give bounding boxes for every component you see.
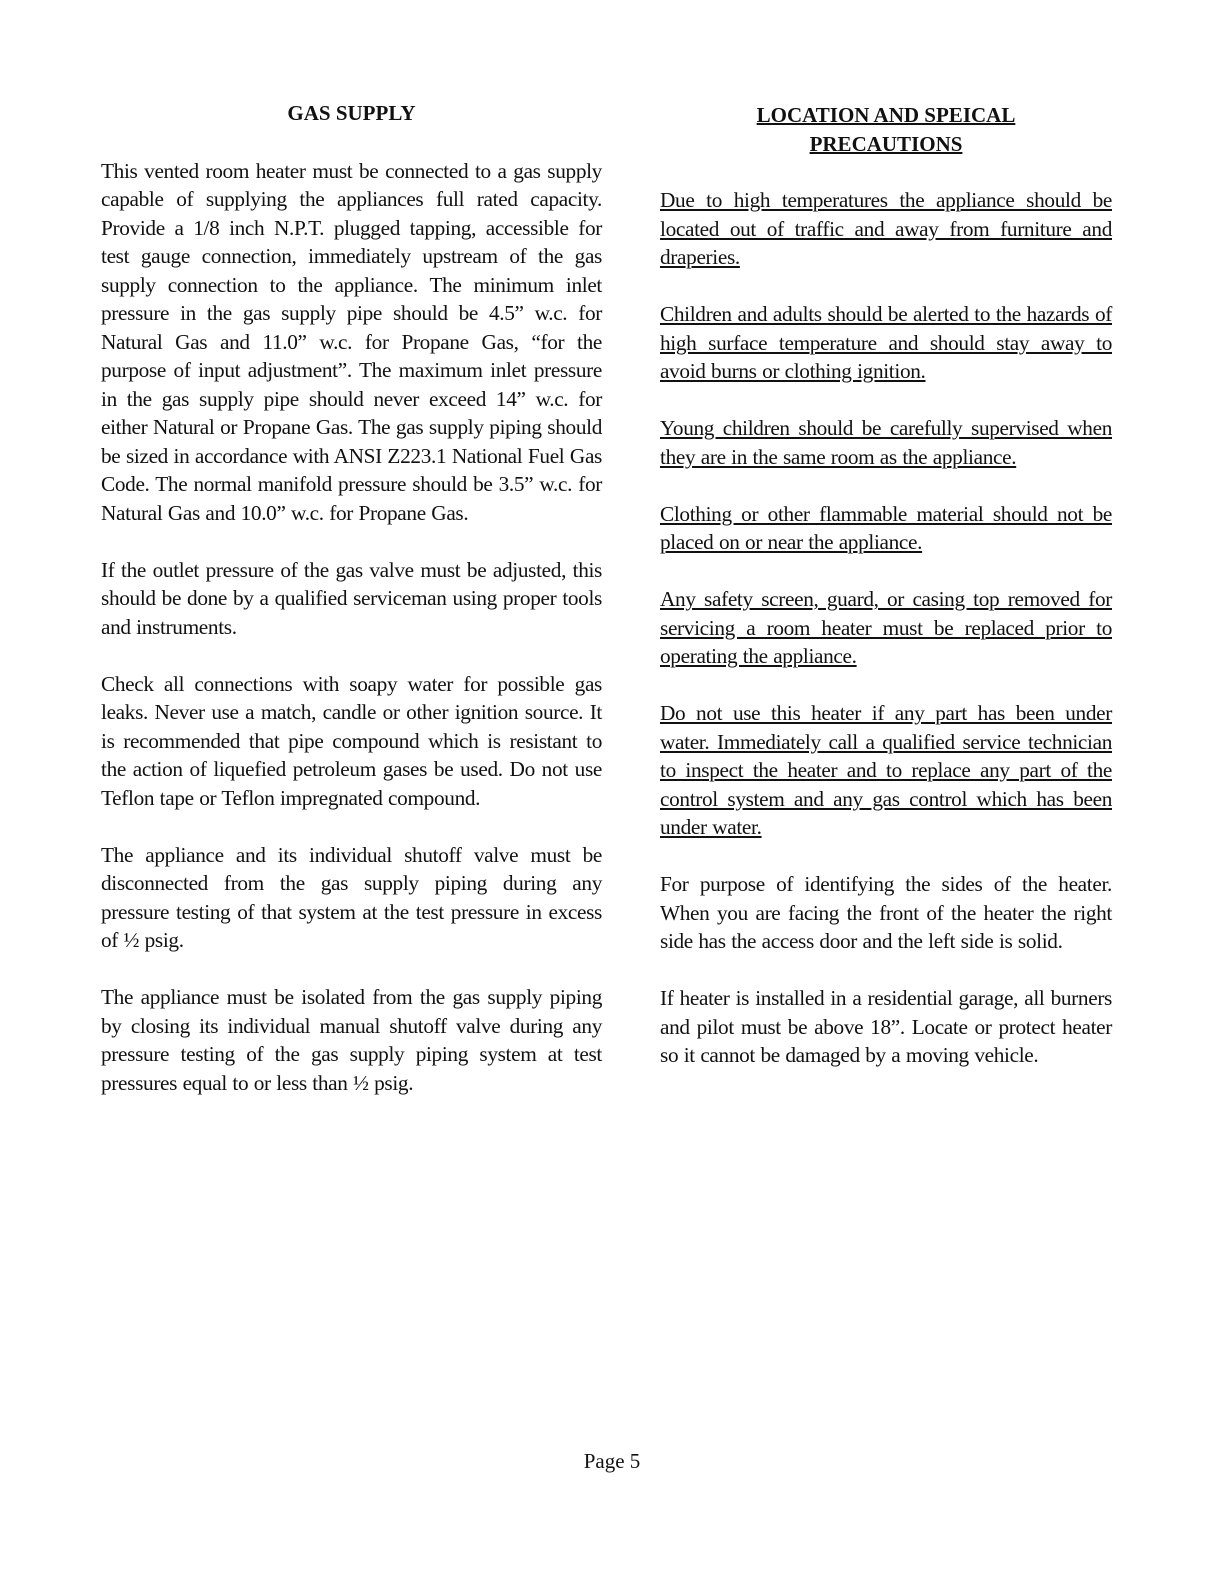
page-number: Page 5 (583, 1449, 641, 1473)
high-temperature-warning: Due to high temperatures the appliance should be located out of traffic and away from furniture and draperies. (660, 188, 1112, 269)
heading-line-1: LOCATION AND SPEICAL (756, 103, 1016, 127)
hazard-alert-warning: Children and adults should be alerted to the hazards of high surface temperature and should stay away to avoid burns or clothing ignition. (660, 302, 1112, 383)
gas-supply-heading: GAS SUPPLY (287, 101, 416, 125)
flammable-material-warning: Clothing or other flammable material should not be placed on or near the appliance. (660, 501, 1112, 554)
location-precautions-column (660, 96, 1112, 1098)
disconnect-testing-paragraph: The appliance and its individual shutoff valve must be disconnected from the gas supply piping during any pressure testing of that system at the test pressure in excess of ½ psig. (101, 842, 602, 952)
children-supervision-warning: Young children should be carefully supervised when they are in the same room as the appliance. (660, 416, 1112, 469)
heading-line-2: PRECAUTIONS (809, 131, 963, 156)
safety-screen-warning: Any safety screen, guard, or casing top removed for servicing a room heater must be replaced prior to operating the appliance. (660, 587, 1112, 668)
leak-check-paragraph: Check all connections with soapy water for possible gas leaks. Never use a match, candle or other ignition source. It is recommended that pipe compound which is resistant to the action of liquefied petroleum gases be used. Do not use Teflon tape or Teflon impregnated compound. (101, 671, 602, 810)
heater-sides-paragraph: For purpose of identifying the sides of the heater. When you are facing the front of the heater the right side has the access door and the left side is solid. (660, 872, 1112, 953)
location-precautions-heading (660, 101, 1112, 158)
garage-installation-paragraph: If heater is installed in a residential garage, all burners and pilot must be above 18”. Locate or protect heater so it cannot be damaged by a moving vehicle. (660, 986, 1112, 1067)
outlet-pressure-paragraph: If the outlet pressure of the gas valve must be adjusted, this should be done by a qualified serviceman using proper tools and instruments. (101, 557, 602, 639)
water-damage-warning: Do not use this heater if any part has been under water. Immediately call a qualified service technician to inspect the heater and to replace any part of the control system and any gas control which has been under water. (660, 701, 1112, 839)
isolate-testing-paragraph: The appliance must be isolated from the gas supply piping by closing its individual manual shutoff valve during any pressure testing of the gas supply piping system at test pressures equal to or less than ½ psig. (101, 985, 602, 1095)
gas-supply-column (101, 96, 602, 1126)
gas-supply-paragraph: This vented room heater must be connected to a gas supply capable of supplying the appliances full rated capacity. Provide a 1/8 inch N.P.T. plugged tapping, accessible for test gauge connection, immediately upstream of the gas supply connection to the appliance. The minimum inlet pressure in the gas supply pipe should be 4.5” w.c. for Natural Gas and 11.0” w.c. for Propane Gas, “for the purpose of input adjustment”. The maximum inlet pressure in the gas supply pipe should never exceed 14” w.c. for either Natural or Propane Gas. The gas supply piping should be sized in accordance with ANSI Z223.1 National Fuel Gas Code. The normal manifold pressure should be 3.5” w.c. for Natural Gas and 10.0” w.c. for Propane Gas. (101, 158, 602, 525)
